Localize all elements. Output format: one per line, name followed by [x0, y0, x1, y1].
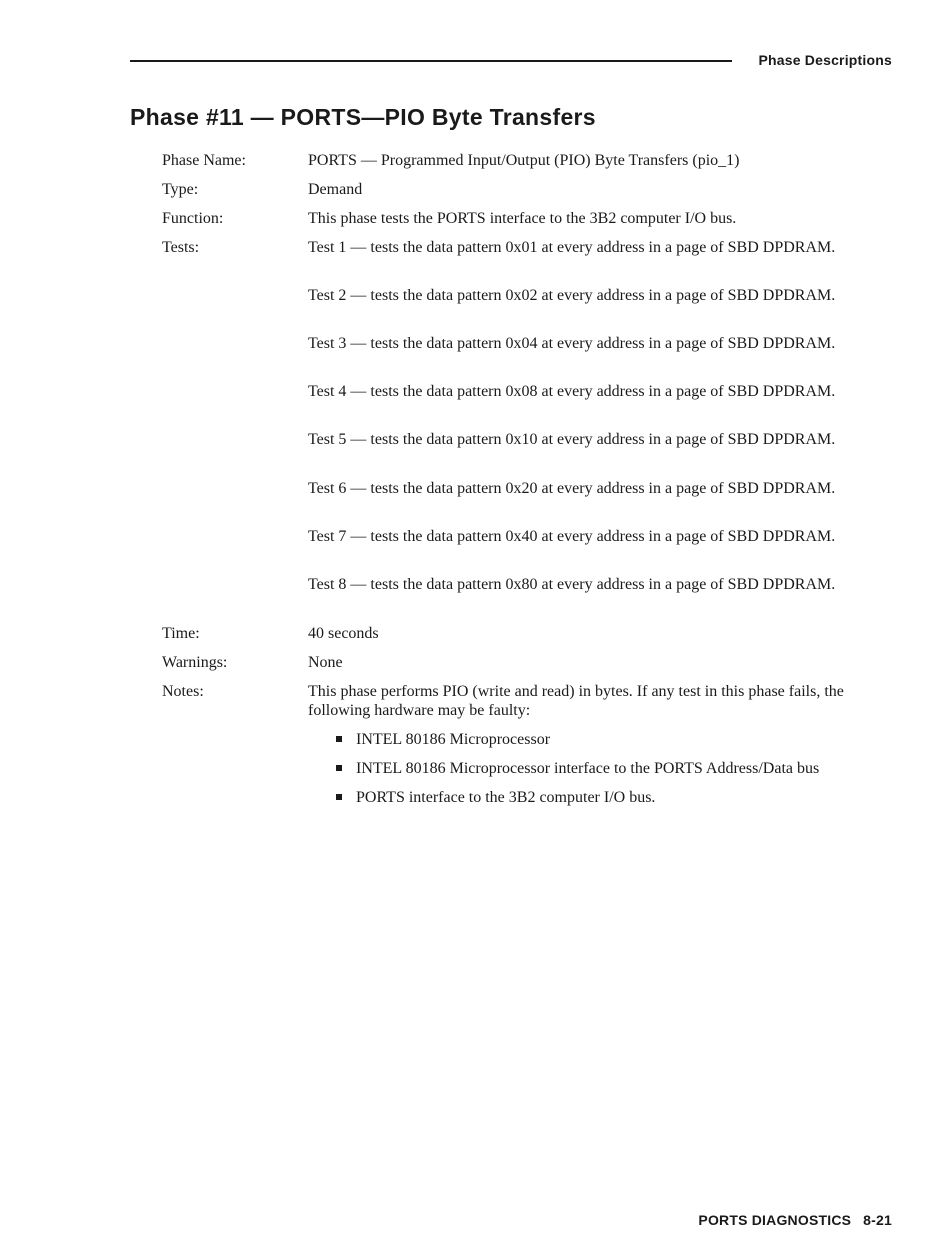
- bullet-text: PORTS interface to the 3B2 computer I/O bus.: [356, 789, 656, 806]
- field-label-time: Time:: [162, 625, 200, 642]
- field-value-time: 40 seconds: [308, 625, 379, 642]
- page-number: 8-21: [863, 1212, 892, 1228]
- test-item-7: Test 7 — tests the data pattern 0x40 at every address in a page of SBD DPDRAM.: [308, 528, 836, 545]
- test-item-3: Test 3 — tests the data pattern 0x04 at every address in a page of SBD DPDRAM.: [308, 335, 836, 352]
- test-item-8: Test 8 — tests the data pattern 0x80 at every address in a page of SBD DPDRAM.: [308, 576, 836, 593]
- bullet-square-icon: [336, 794, 342, 800]
- field-label-type: Type:: [162, 181, 199, 198]
- field-label-warnings: Warnings:: [162, 654, 228, 671]
- field-value-notes: This phase performs PIO (write and read) in bytes. If any test in this phase fails, the following hardware may be faulty:: [308, 683, 844, 719]
- field-value-type: Demand: [308, 181, 363, 198]
- footer-title: PORTS DIAGNOSTICS: [698, 1212, 852, 1228]
- test-item-5: Test 5 — tests the data pattern 0x10 at every address in a page of SBD DPDRAM.: [308, 431, 836, 448]
- bullet-square-icon: [336, 765, 342, 771]
- field-label-function: Function:: [162, 210, 224, 227]
- test-item-1: Test 1 — tests the data pattern 0x01 at every address in a page of SBD DPDRAM.: [308, 239, 836, 256]
- header-rule: [130, 60, 732, 62]
- page-title: Phase #11 — PORTS—PIO Byte Transfers: [130, 104, 596, 130]
- running-footer: [698, 1212, 892, 1228]
- field-label-phase-name: Phase Name:: [162, 152, 246, 169]
- field-label-notes: Notes:: [162, 683, 204, 700]
- field-label-tests: Tests:: [162, 239, 200, 256]
- test-item-6: Test 6 — tests the data pattern 0x20 at every address in a page of SBD DPDRAM.: [308, 480, 836, 497]
- bullet-text: INTEL 80186 Microprocessor: [356, 731, 551, 748]
- field-value-warnings: None: [308, 654, 343, 671]
- field-value-phase-name: PORTS — Programmed Input/Output (PIO) Byte Transfers (pio_1): [308, 152, 740, 169]
- bullet-text: INTEL 80186 Microprocessor interface to the PORTS Address/Data bus: [356, 760, 820, 777]
- test-item-2: Test 2 — tests the data pattern 0x02 at every address in a page of SBD DPDRAM.: [308, 287, 836, 304]
- field-value-function: This phase tests the PORTS interface to the 3B2 computer I/O bus.: [308, 210, 737, 227]
- bullet-square-icon: [336, 736, 342, 742]
- test-item-4: Test 4 — tests the data pattern 0x08 at every address in a page of SBD DPDRAM.: [308, 383, 836, 400]
- running-header: Phase Descriptions: [758, 52, 892, 68]
